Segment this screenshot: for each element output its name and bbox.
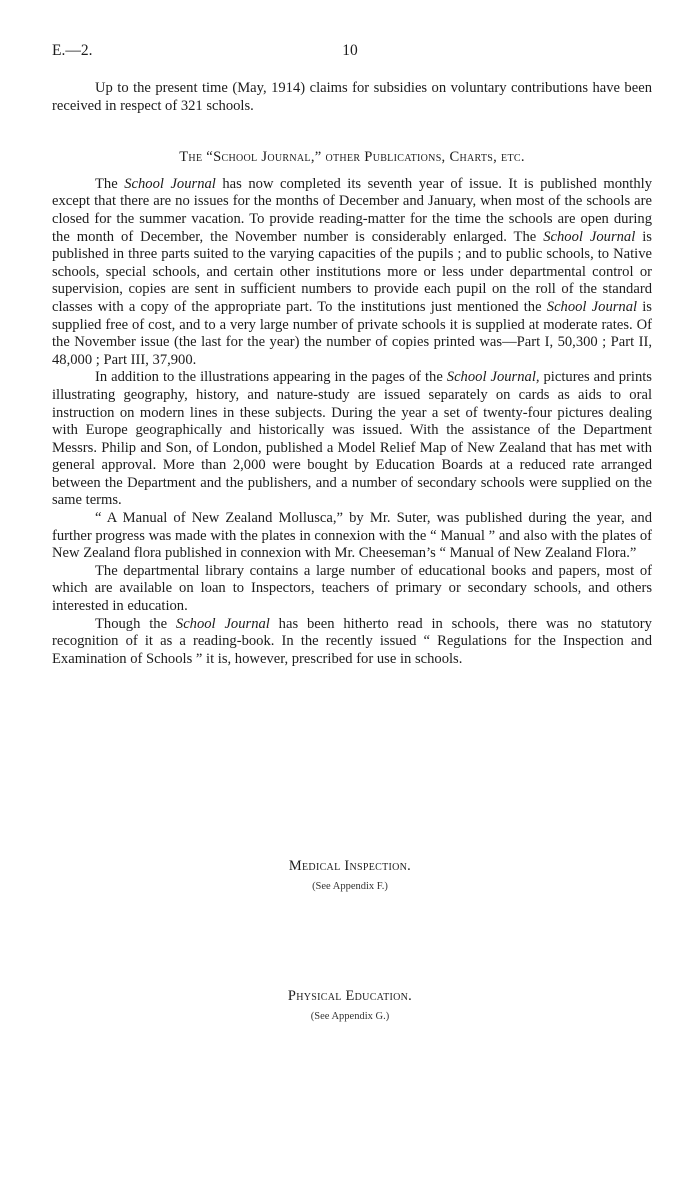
journal-paragraph-1 [52,176,652,370]
journal-title-italic: School Journal [175,615,270,632]
journal-paragraph-4: The departmental library contains a large number of educational books and papers, most of which are available on loan to Inspectors, teachers of primary or secondary schools, and others interested in education. [52,562,652,615]
physical-education-heading: Physical Education. [287,988,413,1004]
journal-title-italic: School Journal, [446,369,540,386]
journal-title-italic: School Journal [546,298,638,315]
medical-inspection-note: (See Appendix F.) [312,881,388,892]
text-run: is published in three parts suited to the varying capacities of the pupils ; and to public schools, to Native schools, special schools, and certain other institutions more or less under departmental control or supervision, copies are sent in sufficient numbers to provide each pupil on the roll of the standard classes with a copy of the appropriate part. To the institutions just mentioned the [52,228,652,315]
page-number: 10 [342,42,358,59]
text-run: pictures and prints illustrating geography, history, and nature-study are issued separately on cards as aids to oral instruction on modern lines in these subjects. During the year a set of twenty-four pictures dealing with Europe geographically and historically was issued. With the assistance of the Department Messrs. Philip and Son, of London, published a Model Relief Map of New Zealand that has met with general approval. More than 2,000 were bought by Education Boards at a reduced rate arranged between the Department and the publishers, and a number of secondary schools were supplied on the same terms. [52,369,652,509]
journal-paragraph-2 [52,369,652,510]
medical-inspection-heading: Medical Inspection. [288,858,412,874]
journal-paragraph-3: “ A Manual of New Zealand Mollusca,” by Mr. Suter, was published during the year, and further progress was made with the plates in connexion with the “ Manual ” and also with the plates of New Zealand flora published in connexion with Mr. Cheeseman’s “ Manual of New Zealand Flora.” [52,510,652,562]
text-run: is supplied free of cost, and to a very large number of private schools it is supplied at moderate rates. Of the November issue (the last for the year) the number of copies printed was—Part I, 50,300 ; Part II, 48,000 ; Part III, 37,900. [52,298,652,368]
journal-title-italic: School Journal [543,228,636,245]
text-run: Though the [95,615,176,632]
text-run: In addition to the illustrations appearing in the pages of the [95,369,447,386]
text-run: has been hitherto read in schools, there was no statutory recognition of it as a reading-book. In the recently issued “ Regulations for the Inspection and Examination of Schools ” it is, however, prescribed for use in schools. [52,615,652,667]
report-code: E.—2. [52,42,93,59]
text-run: has now completed its seventh year of issue. It is published monthly except that there are no issues for the months of December and January, when most of the schools are closed for the summer vacation. To provide reading-matter for the time the schools are open during the month of December, the November number is considerably enlarged. The [52,175,652,245]
body-text [52,80,652,668]
text-run: The [95,175,125,192]
journal-paragraph-5 [52,616,652,669]
journal-section-heading: The “School Journal,” other Publications, Charts, etc. [179,149,525,166]
intro-paragraph: Up to the present time (May, 1914) claims for subsidies on voluntary contributions have been received in respect of 321 schools. [52,80,652,114]
physical-education-note: (See Appendix G.) [310,1011,390,1022]
journal-title-italic: School Journal [124,175,216,192]
